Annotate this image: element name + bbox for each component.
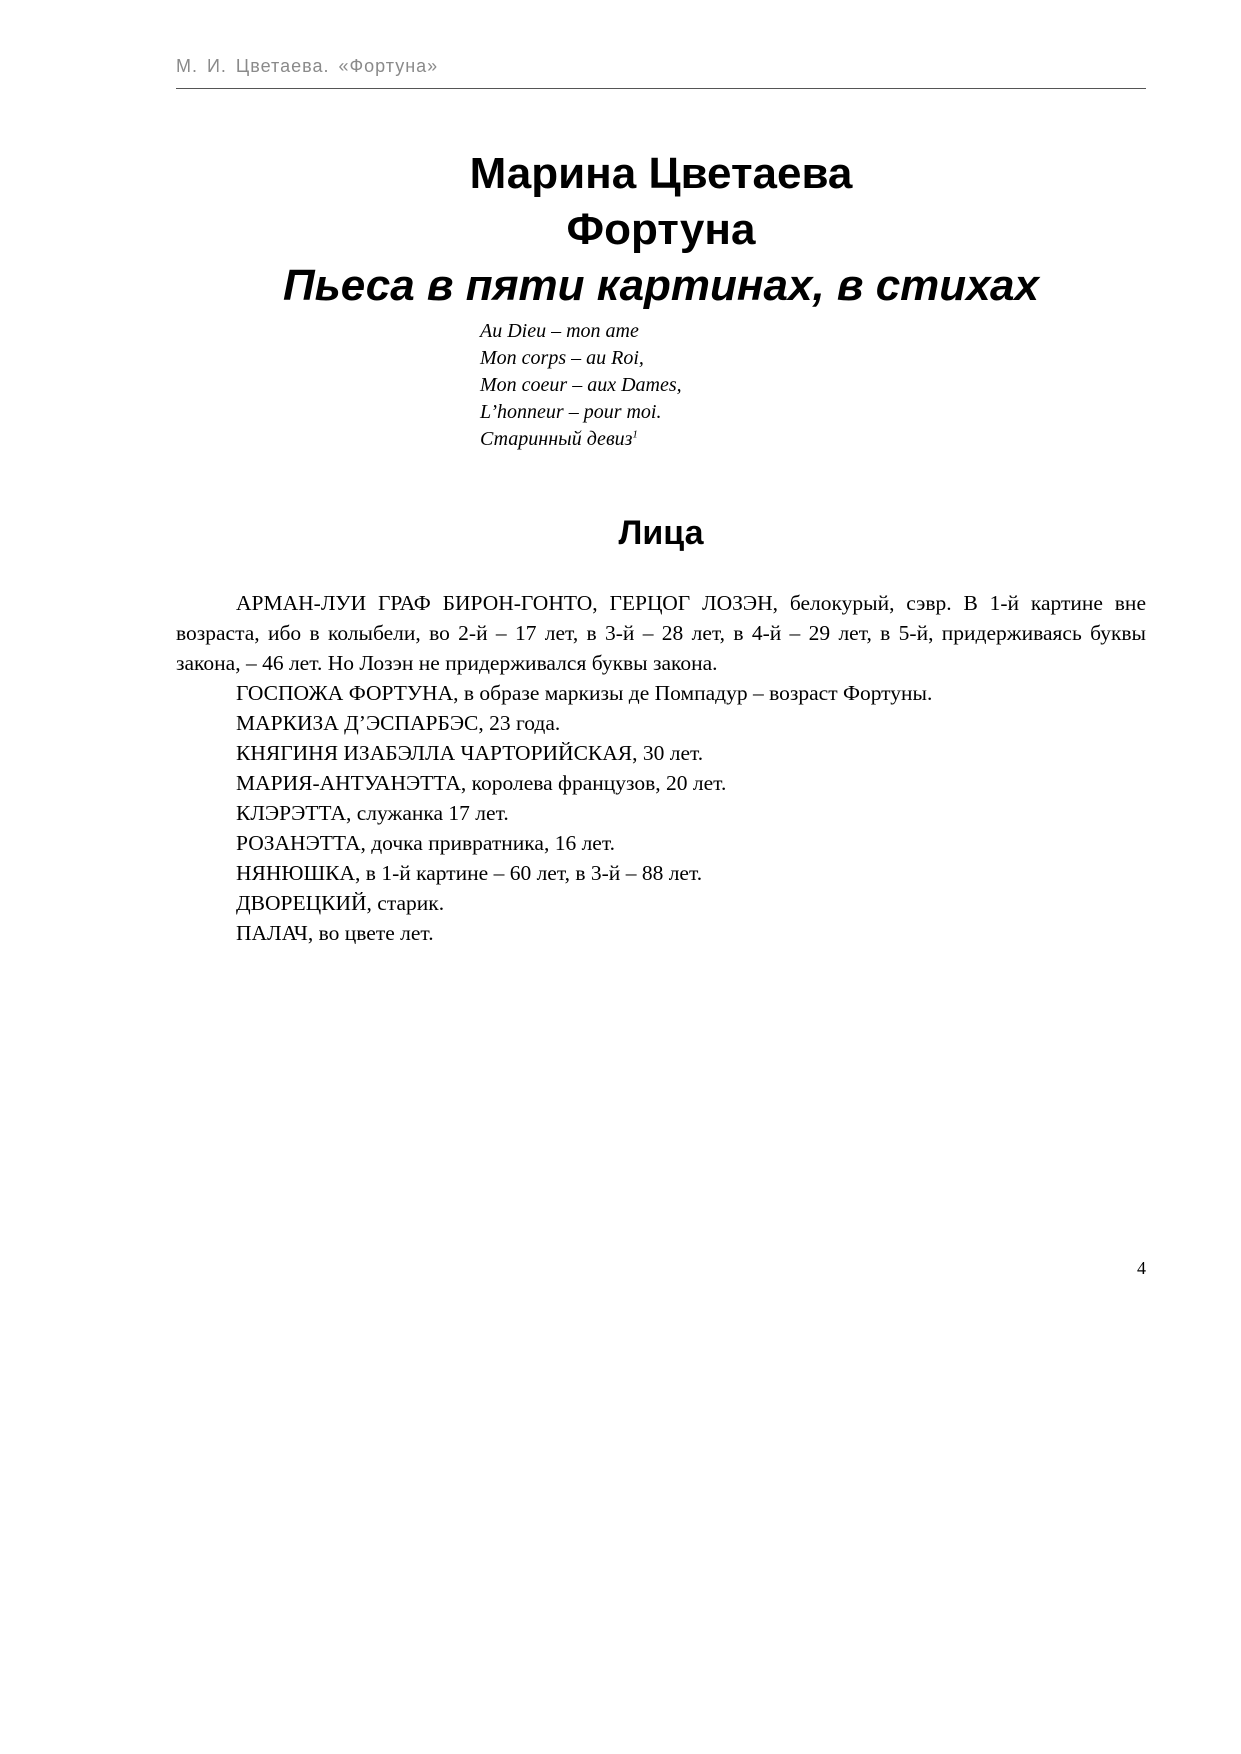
cast-item: МАРИЯ-АНТУАНЭТТА, королева французов, 20 лет.	[236, 771, 727, 795]
footnote-mark: 1	[632, 428, 638, 441]
cast-list	[176, 588, 1146, 948]
author-name: Марина Цветаева	[469, 149, 853, 198]
epigraph	[480, 318, 682, 453]
cast-item: МАРКИЗА Д’ЭСПАРБЭС, 23 года.	[236, 711, 561, 735]
epigraph-attribution-text: Старинный девиз	[480, 428, 633, 450]
cast-item: АРМАН-ЛУИ ГРАФ БИРОН-ГОНТО, ГЕРЦОГ ЛОЗЭН, белокурый, сэвр. В 1-й картине вне возраста, ибо в колыбели, во 2-й – 17 лет, в 3-й – 28 лет, в 4-й – 29 лет, в 5-й, придерживаясь буквы закона, – 46 лет. Но Лозэн не придерживался буквы закона.	[176, 591, 1146, 675]
running-header: М. И. Цветаева. «Фортуна»	[176, 56, 439, 76]
epigraph-line: Mon corps – au Roi,	[480, 347, 644, 369]
epigraph-line: L’honneur – pour moi.	[480, 401, 662, 423]
epigraph-line: Mon coeur – aux Dames,	[480, 374, 682, 396]
header-rule	[176, 88, 1146, 89]
cast-item: РОЗАНЭТТА, дочка привратника, 16 лет.	[236, 831, 615, 855]
section-heading: Лица	[618, 514, 704, 552]
cast-item: ПАЛАЧ, во цвете лет.	[236, 921, 434, 945]
work-subtitle: Пьеса в пяти картинах, в стихах	[282, 261, 1039, 310]
work-title: Фортуна	[566, 205, 756, 254]
page-number: 4	[1137, 1258, 1146, 1278]
title-block	[176, 146, 1146, 314]
epigraph-line: Au Dieu – mon ame	[480, 320, 639, 342]
cast-item: ДВОРЕЦКИЙ, старик.	[236, 891, 445, 915]
epigraph-attribution	[480, 426, 682, 453]
cast-item: КЛЭРЭТТА, служанка 17 лет.	[236, 801, 509, 825]
cast-item: НЯНЮШКА, в 1-й картине – 60 лет, в 3-й – 88 лет.	[236, 861, 703, 885]
cast-item: КНЯГИНЯ ИЗАБЭЛЛА ЧАРТОРИЙСКАЯ, 30 лет.	[236, 741, 704, 765]
cast-item: ГОСПОЖА ФОРТУНА, в образе маркизы де Помпадур – возраст Фортуны.	[236, 681, 933, 705]
